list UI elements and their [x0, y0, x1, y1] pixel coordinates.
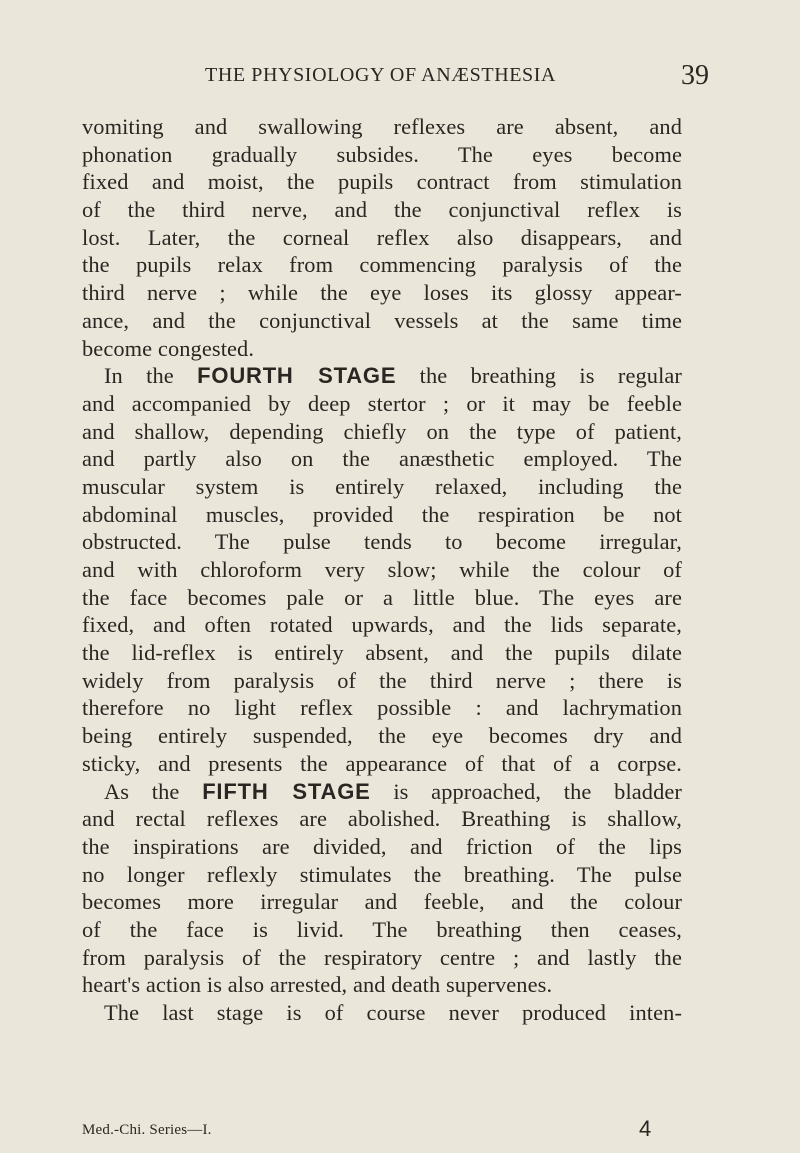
text-segment: muscular system is entirely relaxed, including the [82, 473, 682, 499]
text-line [82, 473, 682, 501]
text-segment: sticky, and presents the appearance of that of a corpse. [82, 750, 682, 776]
text-segment: the inspirations are divided, and friction of the lips [82, 833, 682, 859]
signature-mark: Med.-Chi. Series—I. [82, 1122, 212, 1138]
text-segment: no longer reflexly stimulates the breathing. The pulse [82, 861, 682, 887]
text-segment: In the [104, 363, 198, 389]
text-line [82, 639, 682, 667]
text-segment: therefore no light reflex possible : and lachrymation [82, 695, 682, 721]
page-header [0, 62, 800, 102]
text-segment: from paralysis of the respiratory centre ; and lastly the [82, 944, 682, 970]
text-line [82, 445, 682, 473]
text-segment: vomiting and swallowing reflexes are absent, and [82, 114, 682, 139]
text-line [82, 971, 682, 999]
text-line [82, 307, 682, 335]
text-segment: of the third nerve, and the conjunctival reflex is [82, 197, 682, 223]
text-segment: phonation gradually subsides. The eyes become [82, 141, 682, 167]
text-segment: and with chloroform very slow; while the colour of [82, 557, 682, 582]
text-line [82, 528, 682, 556]
running-title: THE PHYSIOLOGY OF ANÆSTHESIA [205, 64, 557, 86]
text-segment: and shallow, depending chiefly on the type of patient, [82, 418, 682, 444]
text-segment: lost. Later, the corneal reflex also disappears, and [82, 224, 682, 250]
text-line [82, 611, 682, 639]
text-line [82, 584, 682, 612]
text-segment: the lid-reflex is entirely absent, and the pupils dilate [82, 640, 682, 666]
text-segment: The last stage is of course never produced inten- [104, 1000, 682, 1025]
text-segment: third nerve ; while the eye loses its glossy appear- [82, 280, 682, 306]
text-line [82, 556, 682, 584]
text-segment: and accompanied by deep stertor ; or it may be feeble [82, 390, 682, 416]
text-segment: become congested. [82, 335, 255, 361]
text-line [82, 196, 682, 224]
text-line [82, 888, 682, 916]
signature-number: 4 [639, 1116, 652, 1141]
page-footer [82, 1116, 682, 1152]
text-line [82, 916, 682, 944]
text-segment: fixed, and often rotated upwards, and the lids separate, [82, 612, 682, 638]
text-line [82, 501, 682, 529]
text-line [82, 833, 682, 861]
text-line [82, 279, 682, 307]
text-line [82, 778, 682, 806]
text-segment: becomes more irregular and feeble, and the colour [82, 889, 682, 915]
text-line [82, 805, 682, 833]
page-number: 39 [681, 60, 709, 91]
text-segment: abdominal muscles, provided the respiration be not [82, 501, 682, 527]
text-segment: widely from paralysis of the third nerve ; there is [82, 667, 682, 693]
text-segment: is approached, the bladder [370, 778, 682, 804]
text-line [82, 750, 682, 778]
text-segment: the face becomes pale or a little blue. The eyes are [82, 584, 682, 610]
text-line [82, 113, 682, 141]
text-segment: being entirely suspended, the eye becomes dry and [82, 723, 682, 749]
text-line [82, 418, 682, 446]
text-line [82, 362, 682, 390]
text-segment: the pupils relax from commencing paralysis of the [82, 252, 682, 278]
stage-heading: FIFTH STAGE [202, 778, 371, 804]
text-line [82, 335, 682, 363]
text-segment: fixed and moist, the pupils contract from stimulation [82, 169, 682, 195]
text-segment: As the [104, 778, 203, 804]
text-line [82, 667, 682, 695]
text-line [82, 722, 682, 750]
text-segment: ance, and the conjunctival vessels at the same time [82, 307, 682, 333]
text-segment: and rectal reflexes are abolished. Breathing is shallow, [82, 806, 682, 832]
stage-heading: FOURTH STAGE [197, 363, 397, 389]
text-line [82, 251, 682, 279]
text-segment: obstructed. The pulse tends to become irregular, [82, 529, 682, 555]
text-line [82, 168, 682, 196]
text-line [82, 224, 682, 252]
text-line [82, 694, 682, 722]
text-line [82, 999, 682, 1027]
body-text [82, 113, 682, 1027]
text-segment: the breathing is regular [396, 363, 682, 389]
text-line [82, 944, 682, 972]
text-segment: of the face is livid. The breathing then ceases, [82, 916, 682, 942]
text-segment: and partly also on the anæsthetic employed. The [82, 446, 682, 472]
text-line [82, 861, 682, 889]
text-line [82, 141, 682, 169]
text-segment: heart's action is also arrested, and death supervenes. [82, 972, 553, 998]
text-line [82, 390, 682, 418]
